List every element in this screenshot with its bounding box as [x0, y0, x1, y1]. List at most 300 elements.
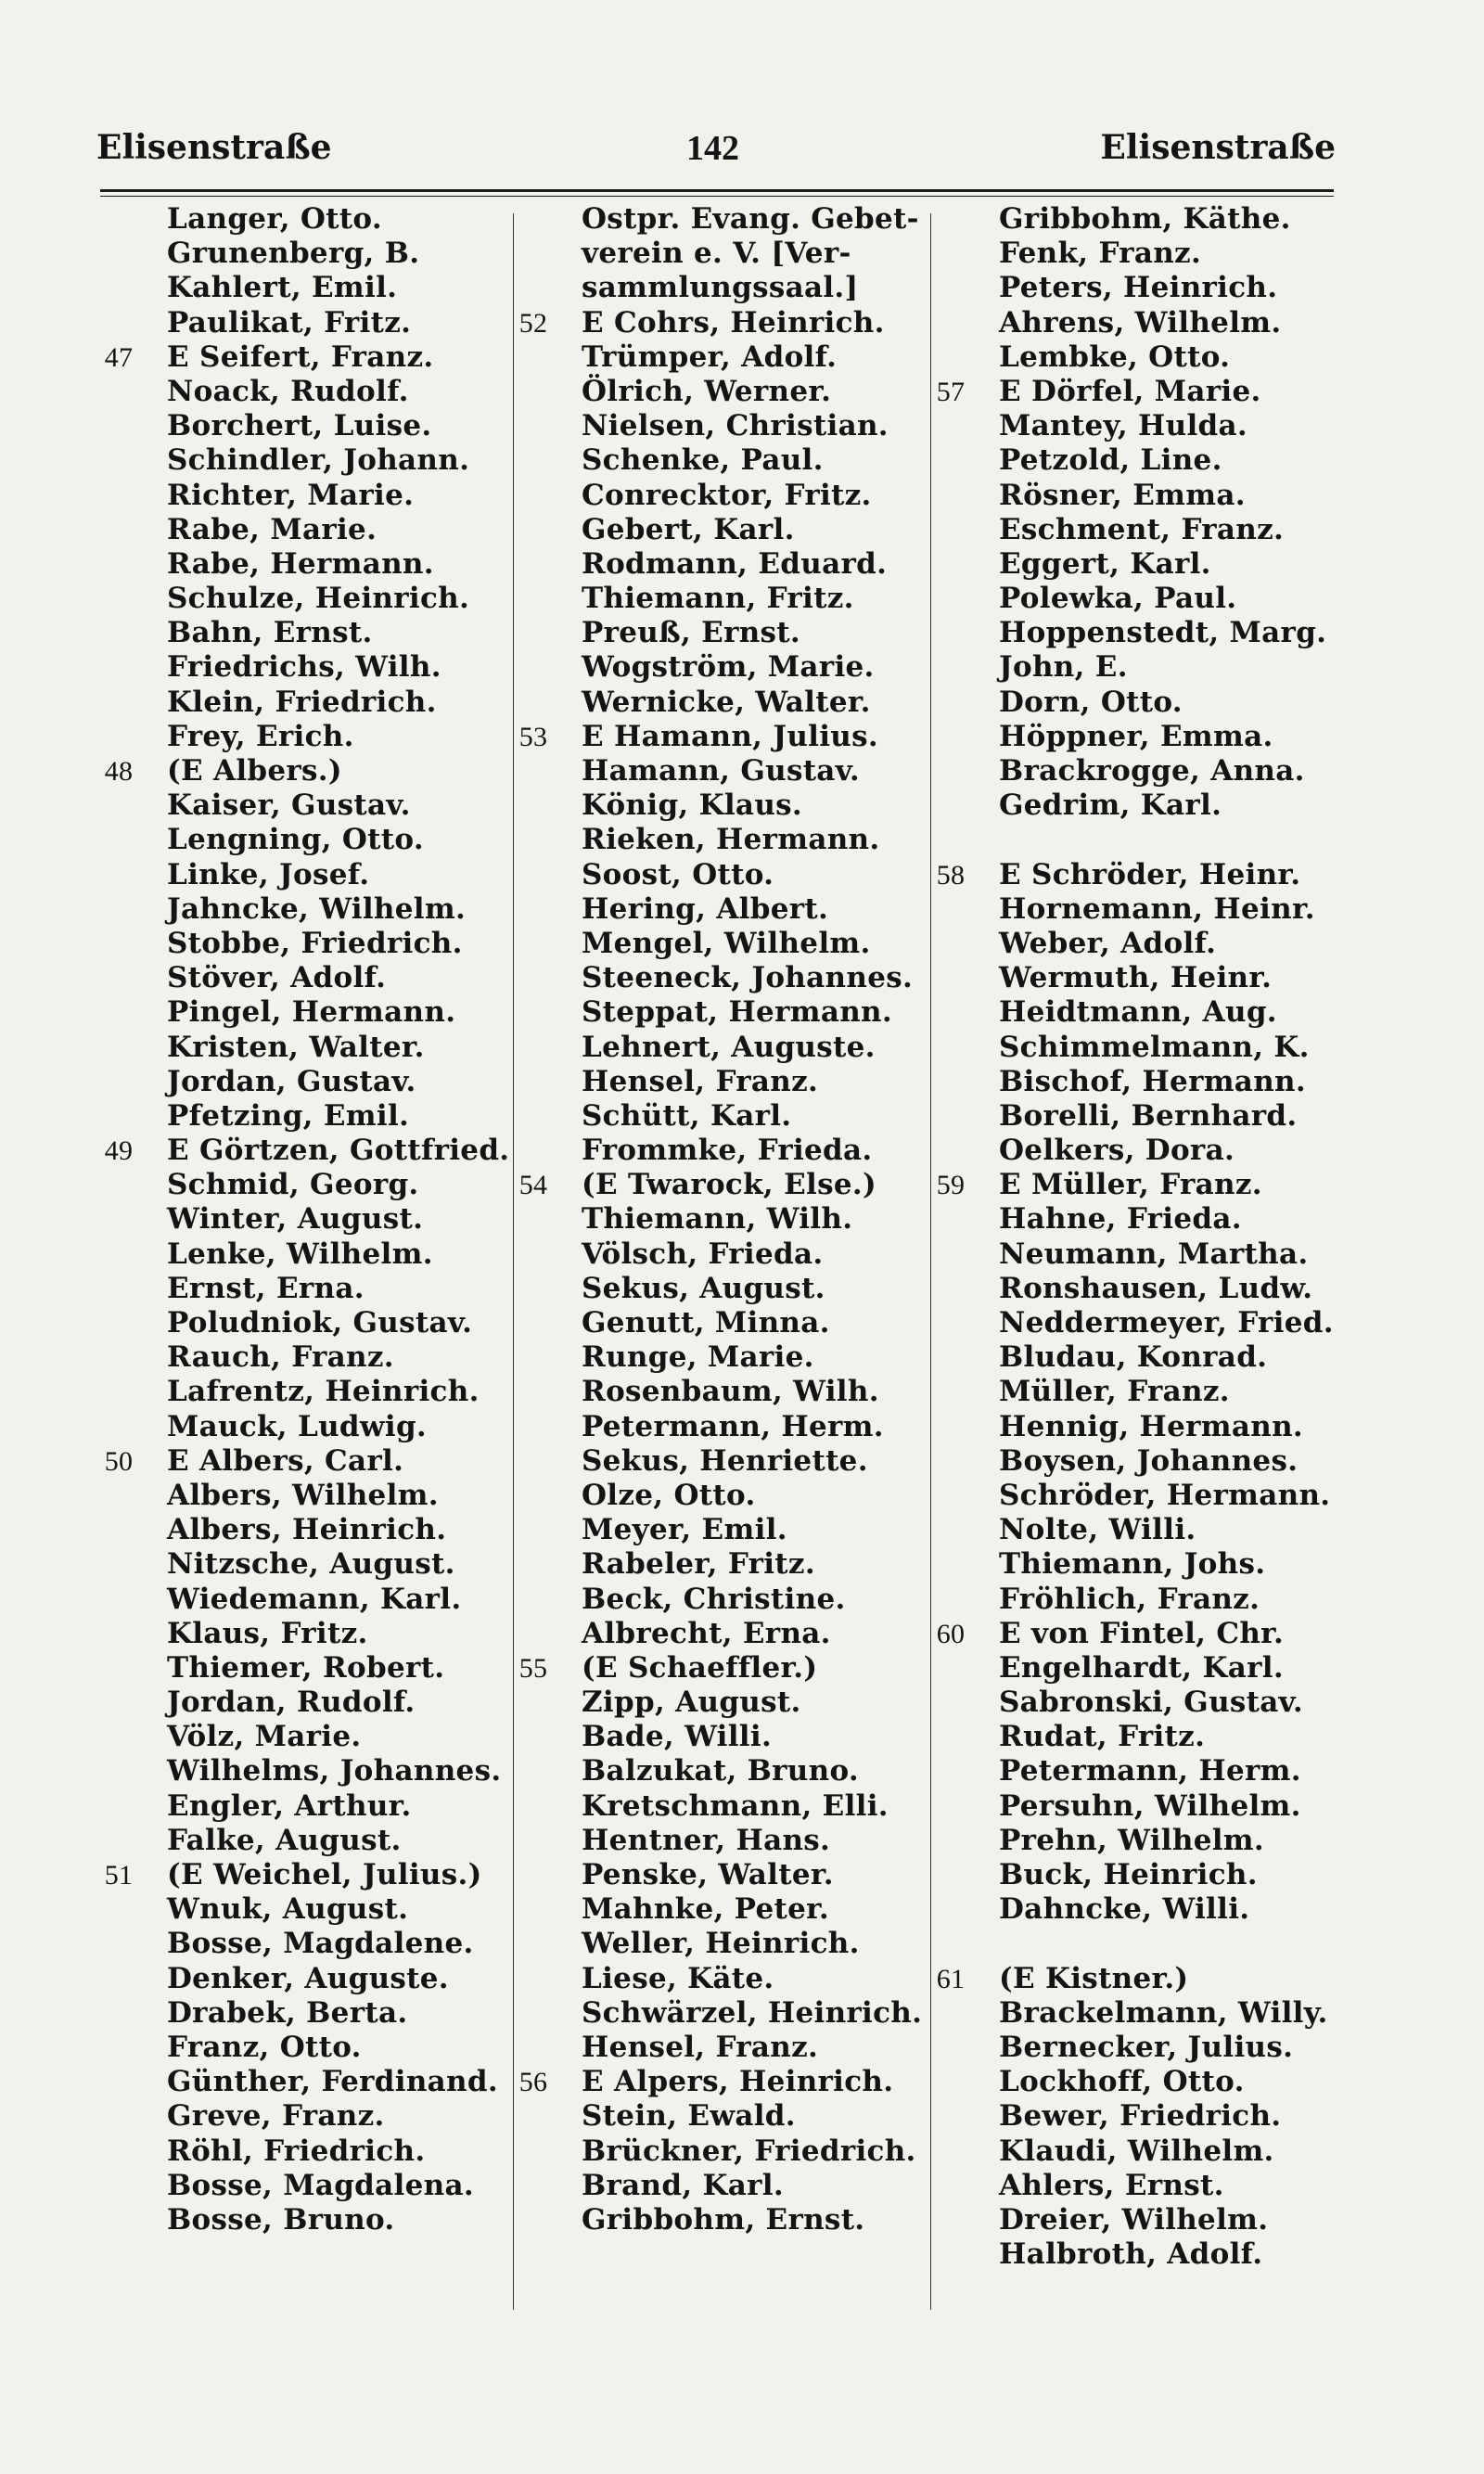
resident-name: Thiemann, Wilh. — [582, 1202, 853, 1237]
directory-entry — [932, 1858, 1322, 1892]
directory-entry — [100, 961, 490, 995]
resident-name: Bosse, Bruno. — [167, 2202, 395, 2237]
directory-entry — [515, 1858, 904, 1892]
directory-entry — [515, 1962, 904, 1996]
directory-entry — [100, 271, 490, 305]
resident-name: Weber, Adolf. — [999, 926, 1217, 960]
directory-entry — [932, 340, 1322, 375]
directory-entry — [515, 616, 904, 650]
resident-name: Steppat, Hermann. — [582, 995, 892, 1030]
resident-name: Kahlert, Emil. — [167, 271, 398, 305]
directory-entry — [100, 340, 490, 375]
resident-name: E Seifert, Franz. — [167, 340, 434, 374]
resident-name: Gribbohm, Ernst. — [582, 2202, 865, 2237]
directory-entry — [515, 1340, 904, 1375]
resident-name: Zipp, August. — [582, 1686, 801, 1720]
resident-name: E Müller, Franz. — [999, 1168, 1262, 1202]
resident-name: Nolte, Willi. — [999, 1513, 1196, 1547]
resident-name: Greve, Franz. — [167, 2099, 385, 2134]
directory-entry — [515, 375, 904, 409]
directory-entry — [100, 1720, 490, 1754]
directory-entry — [100, 1962, 490, 1996]
resident-name: Engelhardt, Karl. — [999, 1650, 1284, 1685]
directory-entry — [932, 1168, 1322, 1202]
directory-column-3 — [932, 202, 1334, 2272]
resident-name: Persuhn, Wilhelm. — [999, 1788, 1301, 1823]
directory-entry — [932, 1995, 1328, 2031]
resident-name: Rodmann, Eduard. — [582, 546, 888, 581]
resident-name: Hamann, Gustav. — [582, 754, 860, 788]
resident-name: Trümper, Adolf. — [582, 340, 838, 374]
resident-name: (E Albers.) — [167, 754, 342, 788]
resident-name: Eschment, Franz. — [999, 512, 1285, 546]
directory-entry — [932, 1444, 1322, 1479]
directory-entry — [515, 1824, 904, 1858]
resident-name: sammlungssaal.] — [582, 271, 859, 305]
directory-entry — [515, 1720, 904, 1754]
directory-entry — [100, 720, 490, 754]
directory-entry — [515, 892, 904, 927]
directory-entry — [515, 409, 904, 443]
directory-entry — [100, 1099, 490, 1134]
directory-entry — [515, 479, 904, 513]
directory-entry — [100, 2134, 490, 2169]
resident-name: Klaudi, Wilhelm. — [999, 2134, 1274, 2168]
directory-entry — [932, 650, 1322, 685]
directory-entry — [100, 1340, 490, 1375]
resident-name: Noack, Rudolf. — [167, 374, 409, 408]
directory-entry — [515, 1583, 904, 1617]
resident-name: Klein, Friedrich. — [167, 685, 437, 719]
directory-entry — [932, 1134, 1322, 1168]
resident-name: Dahncke, Willi. — [999, 1892, 1250, 1927]
resident-name: Fröhlich, Franz. — [999, 1582, 1260, 1616]
resident-name: Kristen, Walter. — [167, 1030, 425, 1064]
directory-entry — [100, 1237, 490, 1272]
resident-name: Albers, Heinrich. — [167, 1513, 447, 1547]
header-rule-thin — [100, 196, 1334, 197]
resident-name: Meyer, Emil. — [582, 1513, 787, 1547]
house-number: 51 — [104, 1860, 134, 1891]
directory-entry — [515, 1686, 904, 1720]
house-number: 61 — [936, 1963, 966, 1994]
resident-name: Stobbe, Friedrich. — [167, 926, 463, 960]
resident-name: Boysen, Johannes. — [999, 1443, 1298, 1478]
resident-name: Neumann, Martha. — [999, 1237, 1309, 1271]
directory-entry — [932, 1927, 1322, 1961]
directory-entry — [100, 582, 490, 616]
resident-name: Schulze, Heinrich. — [167, 582, 470, 616]
resident-name: Halbroth, Adolf. — [999, 2237, 1263, 2272]
resident-name: Thiemann, Fritz. — [582, 582, 854, 616]
directory-entry — [100, 788, 490, 823]
directory-entry — [100, 1583, 490, 1617]
resident-name: Bernecker, Julius. — [999, 2030, 1294, 2064]
directory-entry — [100, 479, 490, 513]
directory-entry — [515, 1513, 904, 1547]
resident-name: Mahnke, Peter. — [582, 1892, 829, 1927]
house-number: 50 — [104, 1445, 134, 1477]
directory-entry — [932, 2203, 1322, 2237]
resident-name: Rabeler, Fritz. — [582, 1547, 815, 1582]
directory-entry — [515, 340, 904, 375]
resident-name: König, Klaus. — [582, 788, 803, 823]
directory-entry — [932, 1824, 1322, 1858]
house-number: 55 — [518, 1652, 548, 1684]
directory-entry — [515, 2134, 916, 2169]
directory-entry — [100, 1444, 490, 1479]
resident-name: Liese, Käte. — [582, 1961, 774, 1995]
house-number: 49 — [104, 1135, 134, 1167]
directory-entry — [515, 237, 904, 271]
resident-name: Albrecht, Erna. — [582, 1616, 831, 1650]
resident-name: (E Twarock, Else.) — [582, 1168, 876, 1202]
directory-entry — [932, 823, 1322, 857]
resident-name: Brackrogge, Anna. — [999, 754, 1305, 788]
resident-name: Fenk, Franz. — [999, 237, 1202, 271]
resident-name: E von Fintel, Chr. — [999, 1616, 1285, 1650]
house-number: 60 — [936, 1618, 966, 1649]
resident-name: Polewka, Paul. — [999, 582, 1237, 616]
resident-name: Thiemer, Robert. — [167, 1650, 445, 1685]
resident-name: Lengning, Otto. — [167, 823, 424, 857]
directory-entry — [515, 2169, 904, 2203]
directory-entry — [932, 1202, 1322, 1237]
directory-entry — [515, 1065, 904, 1099]
directory-entry — [100, 1306, 490, 1340]
directory-entry — [515, 1617, 904, 1651]
resident-name: Weller, Heinrich. — [582, 1927, 860, 1961]
directory-entry — [932, 1478, 1331, 1513]
resident-name: E Schröder, Heinr. — [999, 857, 1301, 891]
directory-entry — [515, 1547, 904, 1582]
resident-name: Engler, Arthur. — [167, 1788, 412, 1823]
directory-entry — [932, 1583, 1322, 1617]
directory-entry — [100, 1375, 490, 1409]
directory-entry — [932, 1410, 1322, 1444]
resident-name: Schröder, Hermann. — [999, 1478, 1331, 1512]
resident-name: Hahne, Frieda. — [999, 1202, 1242, 1237]
resident-name: Hentner, Hans. — [582, 1823, 831, 1857]
directory-entry — [100, 927, 490, 961]
resident-name: Lenke, Wilhelm. — [167, 1237, 433, 1271]
directory-entry — [515, 2031, 904, 2065]
directory-entry — [932, 1651, 1322, 1686]
resident-name: Conrecktor, Fritz. — [582, 478, 872, 512]
directory-entry — [515, 1134, 904, 1168]
directory-entry — [932, 479, 1322, 513]
resident-name: Klaus, Fritz. — [167, 1616, 368, 1650]
resident-name: Rösner, Emma. — [999, 478, 1246, 512]
directory-entry — [932, 2065, 1322, 2099]
resident-name: Genutt, Minna. — [582, 1306, 830, 1340]
resident-name: Langer, Otto. — [167, 202, 382, 236]
directory-entry — [932, 375, 1322, 409]
directory-entry — [932, 306, 1322, 340]
header-rule-thick — [100, 189, 1334, 192]
directory-entry — [515, 788, 904, 823]
resident-name: Kaiser, Gustav. — [167, 788, 411, 823]
directory-entry — [100, 1754, 502, 1788]
resident-name: Bosse, Magdalene. — [167, 1927, 474, 1961]
directory-entry — [100, 1824, 490, 1858]
directory-column-2 — [515, 202, 923, 2237]
directory-entry — [100, 1651, 490, 1686]
directory-entry — [932, 1237, 1322, 1272]
house-number: 58 — [936, 859, 966, 891]
resident-name: verein e. V. [Ver- — [582, 237, 851, 271]
resident-name: Preuß, Ernst. — [582, 616, 801, 650]
directory-entry — [100, 202, 490, 237]
resident-name: Wnuk, August. — [167, 1892, 409, 1927]
resident-name: Bischof, Hermann. — [999, 1064, 1306, 1098]
directory-entry — [100, 1410, 490, 1444]
resident-name: E Hamann, Julius. — [582, 719, 878, 753]
directory-entry — [932, 271, 1322, 305]
resident-name: Schimmelmann, K. — [999, 1030, 1310, 1064]
directory-entry — [932, 2134, 1322, 2169]
directory-entry — [515, 720, 904, 754]
directory-entry — [100, 1686, 490, 1720]
directory-entry — [515, 1651, 904, 1686]
directory-entry — [100, 1065, 490, 1099]
house-number: 56 — [518, 2067, 548, 2098]
directory-entry — [515, 1479, 904, 1513]
directory-entry — [515, 1375, 904, 1409]
directory-entry — [100, 1892, 490, 1927]
directory-entry — [515, 1927, 904, 1961]
directory-entry — [932, 788, 1322, 823]
directory-entry — [932, 1065, 1322, 1099]
directory-entry — [100, 1996, 490, 2031]
resident-name: Hoppenstedt, Marg. — [999, 616, 1327, 650]
directory-entry — [932, 1789, 1322, 1824]
directory-entry — [932, 1375, 1322, 1409]
resident-name: Stein, Ewald. — [582, 2099, 796, 2134]
directory-entry — [932, 858, 1322, 892]
resident-name: Beck, Christine. — [582, 1582, 846, 1616]
resident-name: Sekus, Henriette. — [582, 1443, 868, 1478]
resident-name: Wermuth, Heinr. — [999, 961, 1273, 995]
resident-name: Balzukat, Bruno. — [582, 1754, 860, 1788]
house-number: 54 — [518, 1170, 548, 1201]
resident-name: Frey, Erich. — [167, 719, 354, 753]
directory-entry — [932, 1272, 1322, 1306]
resident-name: (E Kistner.) — [999, 1961, 1189, 1995]
directory-entry — [100, 1168, 490, 1202]
directory-entry — [932, 1962, 1322, 1996]
resident-name: Völsch, Frieda. — [582, 1237, 824, 1271]
resident-name: Bahn, Ernst. — [167, 616, 373, 650]
resident-name: Hering, Albert. — [582, 891, 829, 926]
resident-name: Gedrim, Karl. — [999, 788, 1222, 823]
directory-entry — [932, 443, 1322, 478]
directory-entry — [100, 1927, 490, 1961]
resident-name: Sabronski, Gustav. — [999, 1686, 1303, 1720]
resident-name: Mengel, Wilhelm. — [582, 926, 871, 960]
directory-entry — [515, 754, 904, 788]
directory-entry — [932, 1306, 1334, 1340]
directory-entry — [932, 961, 1322, 995]
resident-name: Rudat, Fritz. — [999, 1720, 1206, 1754]
resident-name: Paulikat, Fritz. — [167, 305, 412, 340]
resident-name: Richter, Marie. — [167, 478, 415, 512]
resident-name: E Alpers, Heinrich. — [582, 2065, 894, 2099]
resident-name: (E Weichel, Julius.) — [167, 1858, 482, 1891]
resident-name: Jordan, Rudolf. — [167, 1686, 416, 1720]
directory-entry — [100, 375, 490, 409]
directory-entry — [932, 513, 1322, 547]
resident-name: Bade, Willi. — [582, 1720, 773, 1754]
directory-entry — [932, 995, 1322, 1030]
directory-entry — [932, 2169, 1322, 2203]
directory-entry — [100, 1134, 510, 1168]
resident-name: Mauck, Ludwig. — [167, 1409, 428, 1443]
resident-name: Denker, Auguste. — [167, 1961, 449, 1995]
resident-name: Rauch, Franz. — [167, 1340, 394, 1375]
directory-entry — [932, 2237, 1322, 2272]
column-divider — [930, 213, 931, 2310]
resident-name: Buck, Heinrich. — [999, 1858, 1258, 1891]
directory-entry — [100, 443, 490, 478]
resident-name: Wernicke, Walter. — [582, 685, 871, 719]
directory-entry — [932, 1099, 1322, 1134]
resident-name: Drabek, Berta. — [167, 1995, 408, 2030]
resident-name: Sekus, August. — [582, 1271, 825, 1305]
resident-name: Nitzsche, August. — [167, 1547, 455, 1582]
directory-entry — [515, 547, 904, 582]
resident-name: Borchert, Luise. — [167, 409, 432, 443]
running-head-right: Elisenstraße — [1100, 128, 1336, 167]
resident-name: Wilhelms, Johannes. — [167, 1754, 502, 1788]
resident-name: Dreier, Wilhelm. — [999, 2202, 1269, 2237]
house-number: 52 — [518, 307, 548, 339]
directory-entry — [100, 754, 490, 788]
resident-name: Eggert, Karl. — [999, 546, 1211, 581]
resident-name: Gribbohm, Käthe. — [999, 202, 1291, 236]
resident-name: Ahlers, Ernst. — [999, 2168, 1224, 2202]
resident-name: Neddermeyer, Fried. — [999, 1306, 1334, 1340]
directory-entry — [515, 202, 919, 237]
house-number: 47 — [104, 341, 134, 373]
directory-entry — [932, 1754, 1322, 1788]
house-number: 48 — [104, 756, 134, 787]
directory-entry — [932, 409, 1322, 443]
directory-entry — [515, 513, 904, 547]
directory-entry — [932, 202, 1322, 237]
resident-name: Wiedemann, Karl. — [167, 1582, 462, 1616]
directory-column-1 — [100, 202, 510, 2237]
directory-entry — [515, 650, 904, 685]
resident-name: Hensel, Franz. — [582, 1064, 819, 1098]
column-divider — [513, 213, 514, 2310]
directory-entry — [515, 1754, 904, 1788]
directory-entry — [515, 1892, 904, 1927]
directory-entry — [932, 1720, 1322, 1754]
resident-name: Bludau, Konrad. — [999, 1340, 1268, 1375]
directory-entry — [515, 1202, 904, 1237]
resident-name: Rieken, Hermann. — [582, 823, 880, 857]
house-number: 59 — [936, 1170, 966, 1201]
directory-entry — [932, 1686, 1322, 1720]
resident-name: E Albers, Carl. — [167, 1443, 404, 1478]
resident-name: Brückner, Friedrich. — [582, 2134, 916, 2168]
resident-name: Brand, Karl. — [582, 2168, 784, 2202]
resident-name: Oelkers, Dora. — [999, 1134, 1235, 1168]
directory-entry — [100, 1858, 490, 1892]
directory-entry — [932, 754, 1322, 788]
directory-entry — [515, 961, 914, 995]
directory-entry — [100, 409, 490, 443]
directory-entry — [515, 306, 904, 340]
resident-name: Frommke, Frieda. — [582, 1134, 873, 1168]
directory-entry — [515, 686, 904, 720]
resident-name: Olze, Otto. — [582, 1478, 756, 1512]
resident-name: Bosse, Magdalena. — [167, 2168, 474, 2202]
resident-name: Borelli, Bernhard. — [999, 1098, 1298, 1133]
directory-entry — [515, 1099, 904, 1134]
directory-entry — [100, 306, 490, 340]
resident-name: Runge, Marie. — [582, 1340, 814, 1375]
resident-name: Jahncke, Wilhelm. — [167, 891, 467, 926]
resident-name: Schenke, Paul. — [582, 443, 824, 478]
resident-name: Ölrich, Werner. — [582, 374, 832, 408]
directory-entry — [100, 2031, 490, 2065]
resident-name: Prehn, Wilhelm. — [999, 1823, 1264, 1857]
directory-entry — [100, 237, 490, 271]
resident-name: Bewer, Friedrich. — [999, 2099, 1282, 2134]
resident-name: Winter, August. — [167, 1202, 424, 1237]
resident-name: Ahrens, Wilhelm. — [999, 305, 1282, 340]
resident-name: (E Schaeffler.) — [582, 1650, 818, 1685]
resident-name: Schindler, Johann. — [167, 443, 470, 478]
resident-name: John, E. — [999, 650, 1128, 685]
resident-name: Stöver, Adolf. — [167, 961, 387, 995]
directory-entry — [100, 858, 490, 892]
page-header — [93, 122, 1336, 178]
directory-entry — [932, 686, 1322, 720]
resident-name: Gebert, Karl. — [582, 512, 795, 546]
resident-name: E Görtzen, Gottfried. — [167, 1134, 510, 1168]
directory-entry — [515, 823, 904, 857]
directory-entry — [100, 1479, 490, 1513]
resident-name: Mantey, Hulda. — [999, 409, 1247, 443]
directory-entry — [932, 927, 1322, 961]
resident-name: Lembke, Otto. — [999, 340, 1231, 374]
resident-name: Lafrentz, Heinrich. — [167, 1375, 480, 1409]
directory-entry — [100, 2203, 490, 2237]
directory-entry — [100, 686, 490, 720]
directory-entry — [515, 1444, 904, 1479]
directory-entry — [100, 1202, 490, 1237]
directory-entry — [932, 582, 1322, 616]
resident-name: Günther, Ferdinand. — [167, 2065, 498, 2099]
directory-entry — [100, 1513, 490, 1547]
resident-name: Friedrichs, Wilh. — [167, 650, 441, 685]
resident-name: Linke, Josef. — [167, 857, 370, 891]
directory-entry — [932, 1892, 1322, 1927]
resident-name: Falke, August. — [167, 1823, 402, 1857]
resident-name: Grunenberg, B. — [167, 237, 420, 271]
directory-entry — [932, 2031, 1322, 2065]
directory-entry — [932, 892, 1322, 927]
resident-name: Lockhoff, Otto. — [999, 2065, 1245, 2099]
directory-entry — [100, 2169, 490, 2203]
resident-name: Völz, Marie. — [167, 1720, 362, 1754]
resident-name: Petermann, Herm. — [999, 1754, 1301, 1788]
resident-name: Jordan, Gustav. — [167, 1064, 416, 1098]
directory-entry — [100, 1617, 490, 1651]
